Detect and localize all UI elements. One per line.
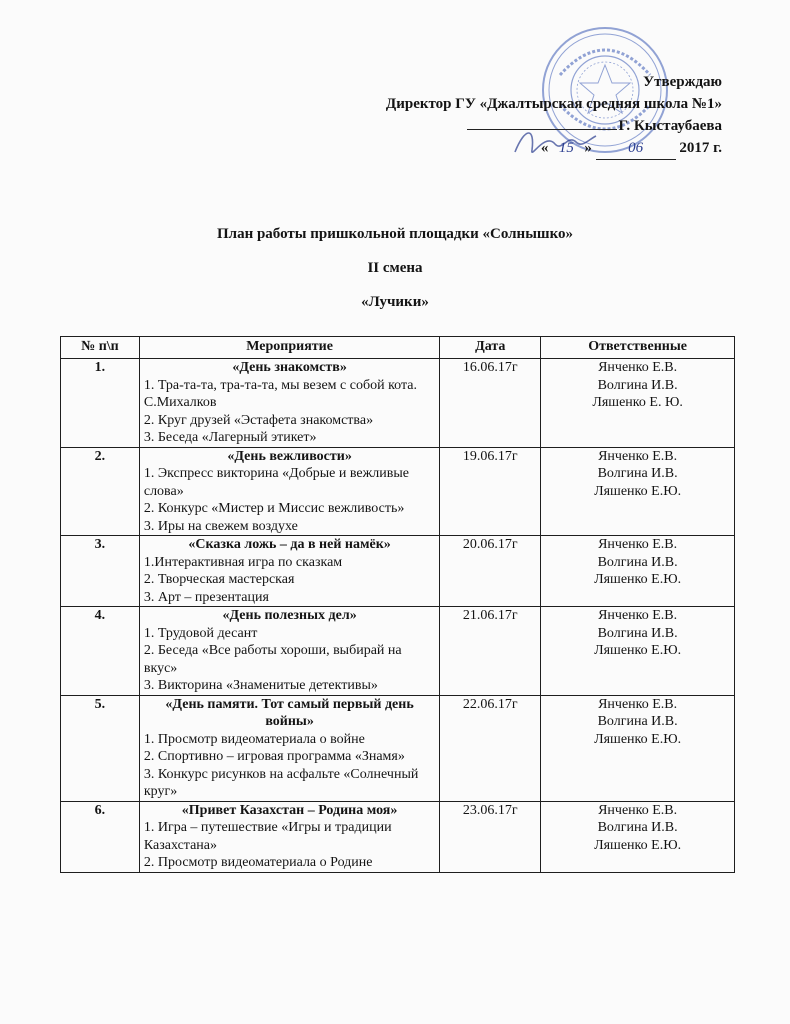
responsible-person: Волгина И.В.	[597, 554, 678, 570]
responsible-person: Ляшенко Е. Ю.	[592, 395, 683, 410]
event-date: 16.06.17г	[440, 359, 541, 448]
responsible-person: Янченко Е.В.	[598, 608, 678, 623]
group-name: «Лучики»	[361, 294, 429, 310]
event-cell	[139, 801, 439, 872]
table-row	[61, 447, 735, 536]
event-title: «Привет Казахстан – Родина моя»	[181, 802, 398, 818]
row-number: 1.	[61, 359, 140, 448]
table-row	[61, 695, 735, 801]
activity-item: 1.Интерактивная игра по сказкам	[143, 554, 343, 570]
activity-item: 3. Беседа «Лагерный этикет»	[143, 430, 317, 445]
responsible-person: Янченко Е.В.	[598, 537, 678, 552]
event-title: «День полезных дел»	[222, 608, 357, 623]
responsible-person: Волгина И.В.	[597, 820, 678, 835]
row-number: 4.	[61, 607, 140, 696]
table-row	[61, 801, 735, 872]
activity-item: 3. Иры на свежем воздухе	[143, 518, 298, 534]
activity-item: 3. Арт – презентация	[143, 589, 269, 605]
responsible-cell	[541, 607, 735, 696]
header-number: № п\п	[61, 337, 140, 359]
date-month: 06	[596, 138, 676, 161]
responsible-person: Янченко Е.В.	[598, 448, 678, 464]
activity-item: 2. Конкурс «Мистер и Миссис вежливость»	[143, 501, 405, 516]
responsible-person: Волгина И.В.	[597, 625, 678, 641]
event-cell	[139, 536, 439, 607]
director-line: Директор ГУ «Джалтырская средняя школа №1»	[385, 95, 722, 112]
responsible-person: Ляшенко Е.Ю.	[594, 572, 682, 587]
event-date: 22.06.17г	[440, 695, 541, 801]
event-cell	[139, 607, 439, 696]
event-cell	[139, 447, 439, 536]
header-date: Дата	[440, 337, 541, 359]
activity-item: 2. Круг друзей «Эстафета знакомства»	[143, 412, 374, 428]
event-date: 23.06.17г	[440, 801, 541, 872]
activity-item: 1. Просмотр видеоматериала о войне	[143, 731, 365, 747]
responsible-person: Янченко Е.В.	[598, 696, 678, 712]
shift-label: II смена	[367, 260, 423, 276]
table-row	[61, 359, 735, 448]
responsible-person: Волгина И.В.	[597, 714, 678, 729]
row-number: 6.	[61, 801, 140, 872]
responsible-cell	[541, 695, 735, 801]
activity-item: 2. Беседа «Все работы хороши, выбирай на вкус»	[143, 643, 402, 676]
responsible-cell	[541, 447, 735, 536]
activity-item: 3. Конкурс рисунков на асфальте «Солнечный круг»	[143, 766, 419, 799]
table-row	[61, 607, 735, 696]
row-number: 5.	[61, 695, 140, 801]
responsible-person: Ляшенко Е.Ю.	[594, 483, 682, 499]
date-open-quote: «	[540, 139, 549, 156]
responsible-cell	[541, 801, 735, 872]
activity-item: 3. Викторина «Знаменитые детективы»	[143, 678, 378, 693]
responsible-cell	[541, 359, 735, 448]
responsible-cell	[541, 536, 735, 607]
responsible-person: Ляшенко Е.Ю.	[594, 731, 682, 747]
header-responsible: Ответственные	[541, 337, 735, 359]
activity-item: 1. Трудовой десант	[143, 625, 258, 641]
responsible-person: Янченко Е.В.	[598, 360, 678, 375]
table-header-row	[61, 337, 735, 359]
activity-item: 2. Спортивно – игровая программа «Знамя»	[143, 749, 405, 764]
signer-name: Г. Кыстаубаева	[618, 118, 722, 134]
responsible-person: Волгина И.В.	[597, 377, 678, 393]
approval-heading: Утверждаю	[643, 74, 722, 90]
event-title: «День знакомств»	[232, 360, 347, 375]
event-title: «День вежливости»	[227, 448, 352, 464]
row-number: 2.	[61, 447, 140, 536]
plan-table	[60, 336, 735, 873]
event-date: 21.06.17г	[440, 607, 541, 696]
responsible-person: Волгина И.В.	[597, 466, 678, 481]
table-row	[61, 536, 735, 607]
activity-item: 1. Экспресс викторина «Добрые и вежливые слова»	[143, 466, 410, 499]
row-number: 3.	[61, 536, 140, 607]
activity-item: 2. Просмотр видеоматериала о Родине	[143, 855, 373, 870]
activity-item: 2. Творческая мастерская	[143, 572, 295, 587]
date-day: 15	[558, 139, 574, 156]
event-date: 19.06.17г	[440, 447, 541, 536]
responsible-person: Янченко Е.В.	[598, 802, 678, 818]
date-year: 2017 г.	[679, 139, 722, 156]
responsible-person: Ляшенко Е.Ю.	[594, 837, 682, 853]
event-cell	[139, 359, 439, 448]
handwritten-signature	[510, 122, 600, 162]
event-title: «Сказка ложь – да в ней намёк»	[188, 537, 391, 552]
activity-item: 1. Игра – путешествие «Игры и традиции Казахстана»	[143, 820, 392, 853]
plan-title: План работы пришкольной площадки «Солнышко»	[216, 226, 574, 242]
event-cell	[139, 695, 439, 801]
event-title: «День памяти. Тот самый первый день войны»	[165, 696, 414, 729]
event-date: 20.06.17г	[440, 536, 541, 607]
date-close-quote: »	[584, 139, 592, 156]
responsible-person: Ляшенко Е.Ю.	[594, 643, 682, 658]
activity-item: 1. Тра-та-та, тра-та-та, мы везем с собой кота. С.Михалков	[143, 377, 417, 410]
header-event: Мероприятие	[139, 337, 439, 359]
